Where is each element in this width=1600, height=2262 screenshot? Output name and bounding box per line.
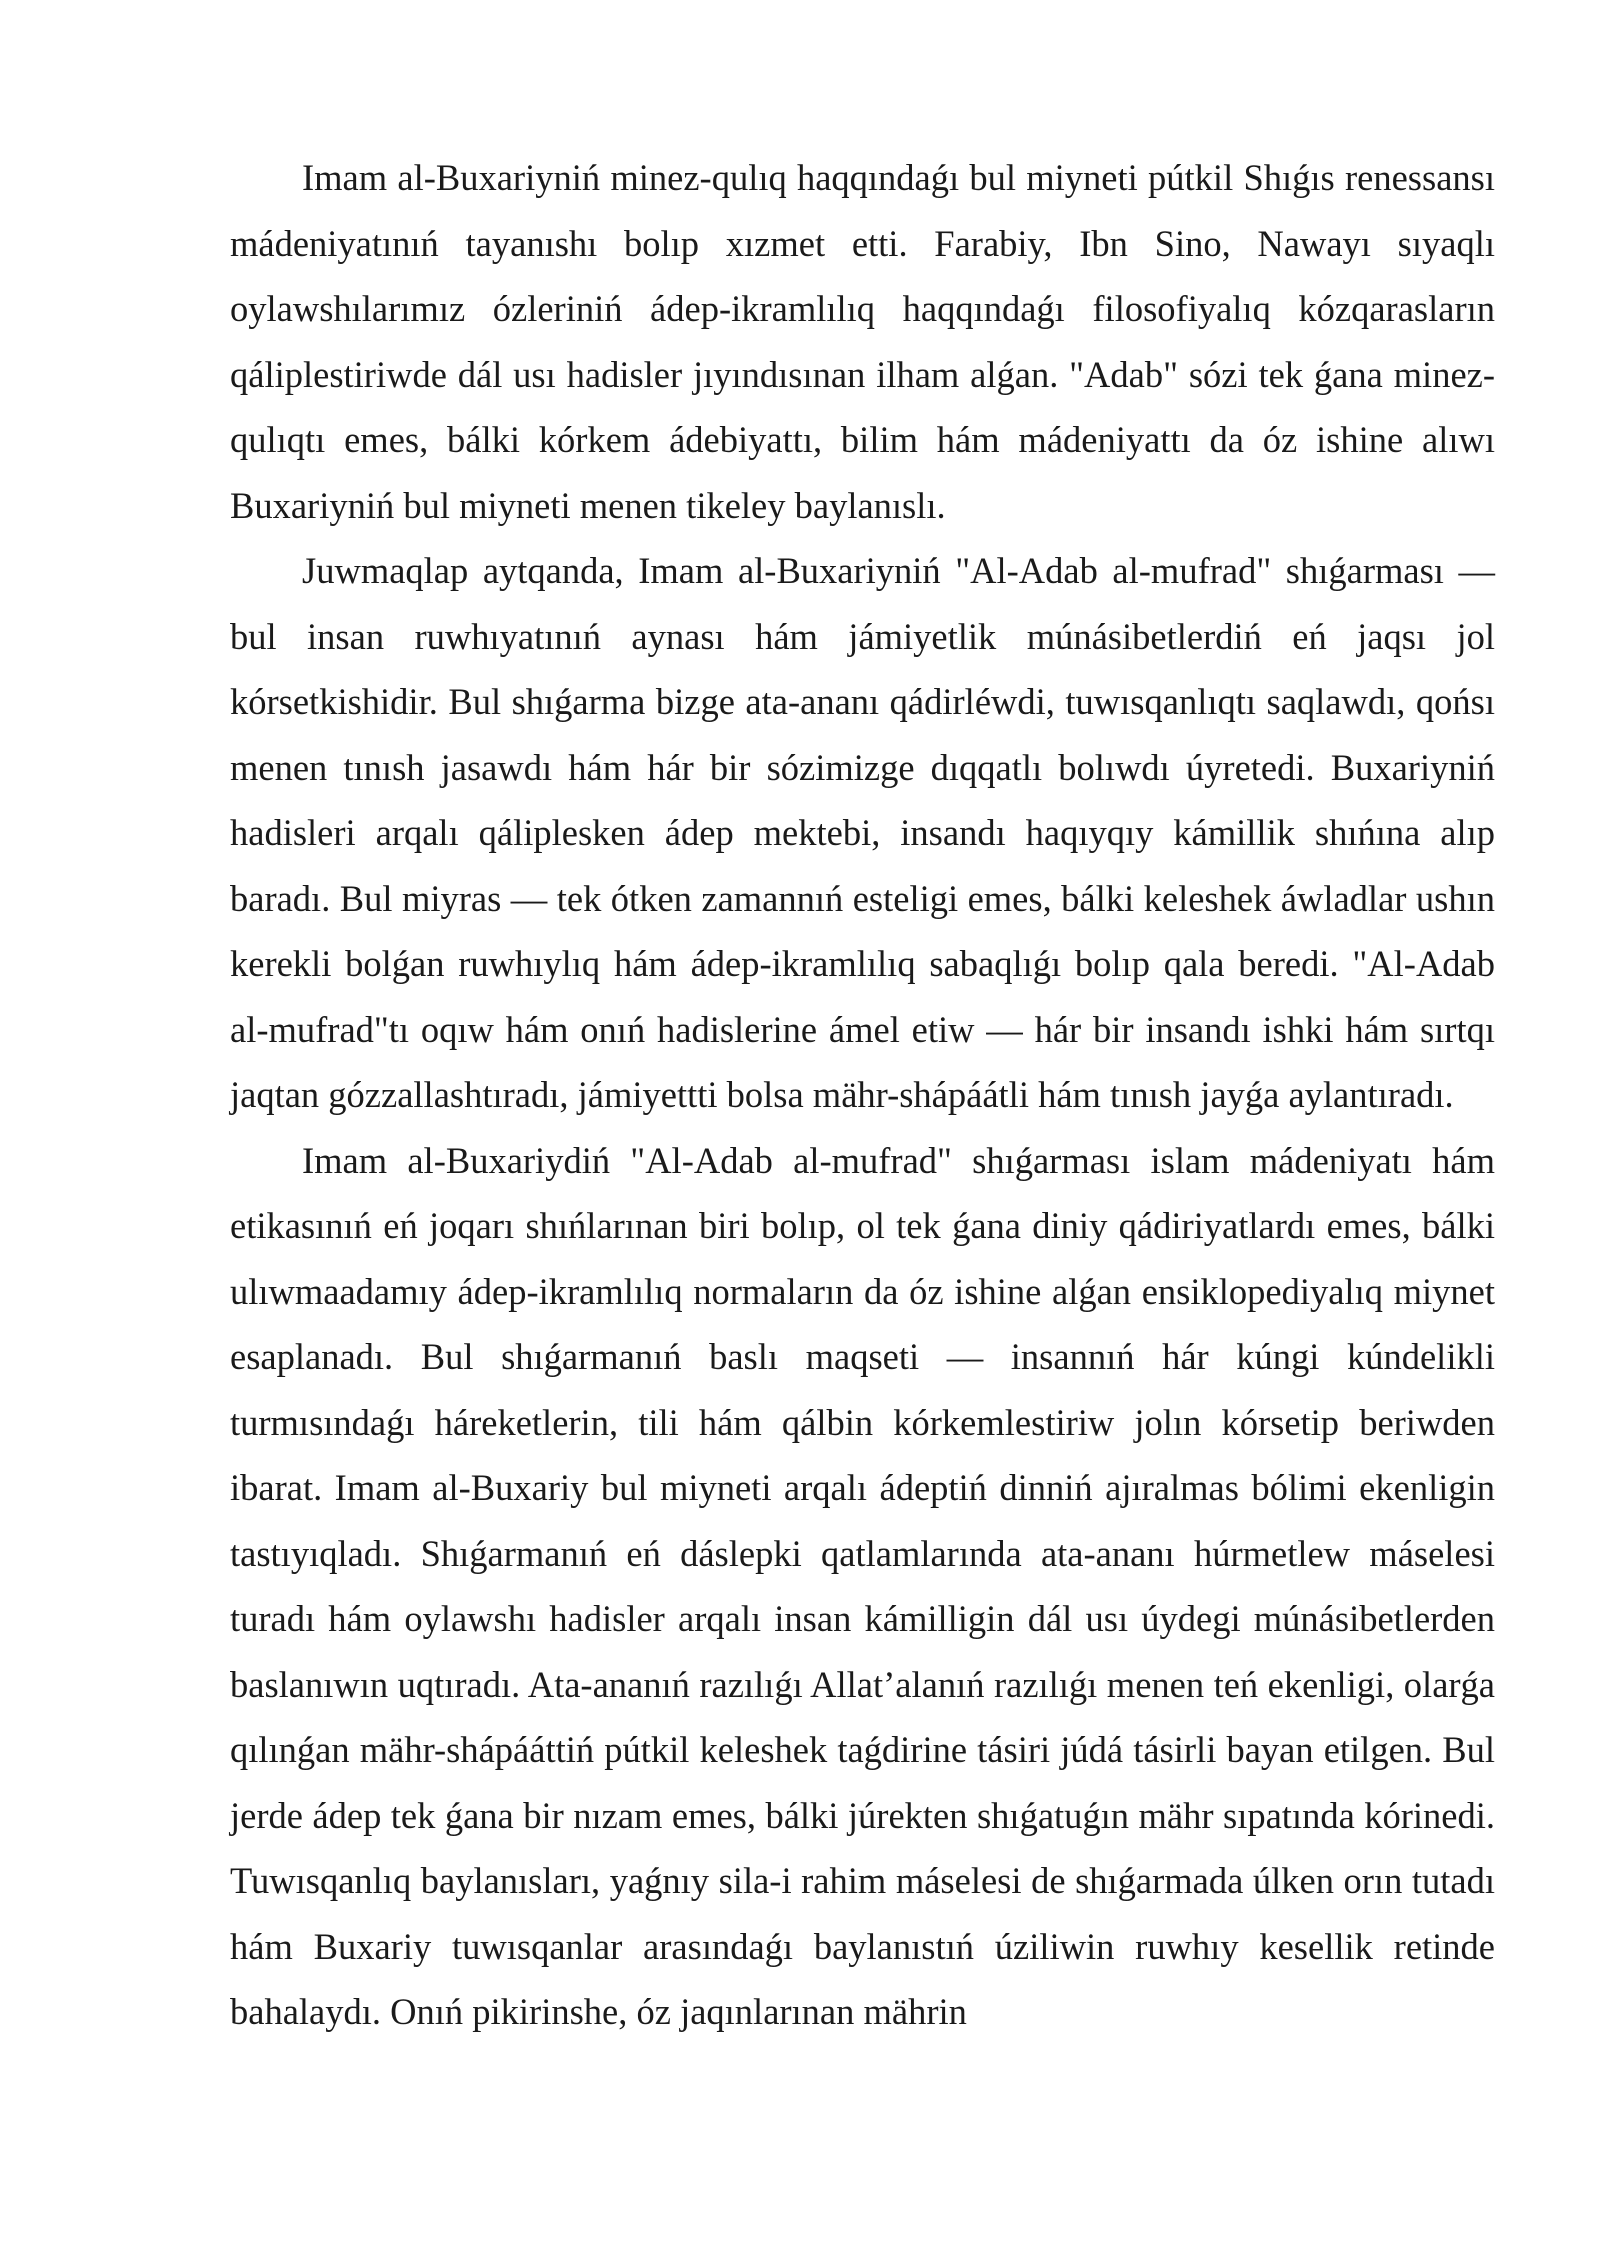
paragraph-3: Imam al-Buxariydiń "Al-Adab al-mufrad" shıǵarması islam mádeniyatı hám etikasınıń eń joqarı shıńlarınan biri bolıp, ol tek ǵana diniy qádiriyatlardı emes, bálki ulıwmaadamıy ádep-ikramlılıq normaların da óz ishine alǵan ensiklopediyalıq miynet esaplanadı. Bul shıǵarmanıń baslı maqseti — insannıń hár kúngi kúndelikli turmısındaǵı háreketlerin, tili hám qálbin kórkemlestiriw jolın kórsetip beriwden ibarat. Imam al-Buxariy bul miyneti arqalı ádeptiń dinniń ajıralmas bólimi ekenligin tastıyıqladı. Shıǵarmanıń eń dáslepki qatlamlarında ata-ananı húrmetlew máselesi turadı hám oylawshı hadisler arqalı insan kámilligin dál usı úydegi múnásibetlerden baslanıwın uqtıradı. Ata-ananıń razılıǵı Allat’alanıń razılıǵı menen teń ekenligi, olarǵa qılınǵan mähr-shápááttiń pútkil keleshek taǵdirine tásiri júdá tásirli bayan etilgen. Bul jerde ádep tek ǵana bir nızam emes, bálki júrekten shıǵatuǵın mähr sıpatında kórinedi. Tuwısqanlıq baylanısları, yaǵnıy sila-i rahim máselesi de shıǵarmada úlken orın tutadı hám Buxariy tuwısqanlar arasındaǵı baylanıstıń úziliwin ruwhıy kesellik retinde bahalaydı. Onıń pikirinshe, óz jaqınlarınan mährin (230, 1139, 1495, 2032)
document-page (230, 145, 1495, 2045)
paragraph-1: Imam al-Buxariyniń minez-qulıq haqqındaǵı bul miyneti pútkil Shıǵıs renessansı mádeniyatınıń tayanıshı bolıp xızmet etti. Farabiy, Ibn Sino, Nawayı sıyaqlı oylawshılarımız ózleriniń ádep-ikramlılıq haqqındaǵı filosofiyalıq kózqarasların qáliplestiriwde dál usı hadisler jıyındısınan ilham alǵan. "Adab" sózi tek ǵana minez-qulıqtı emes, bálki kórkem ádebiyattı, bilim hám mádeniyattı da óz ishine alıwı Buxariyniń bul miyneti menen tikeley baylanıslı. (230, 157, 1495, 526)
paragraph-2: Juwmaqlap aytqanda, Imam al-Buxariyniń "Al-Adab al-mufrad" shıǵarması — bul insan ruwhıyatınıń aynası hám jámiyetlik múnásibetlerdiń eń jaqsı jol kórsetkishidir. Bul shıǵarma bizge ata-ananı qádirléwdi, tuwısqanlıqtı saqlawdı, qońsı menen tınısh jasawdı hám hár bir sózimizge dıqqatlı bolıwdı úyretedi. Buxariyniń hadisleri arqalı qáliplesken ádep mektebi, insandı haqıyqıy kámillik shıńına alıp baradı. Bul miyras — tek ótken zamannıń esteligi emes, bálki keleshek áwladlar ushın kerekli bolǵan ruwhıylıq hám ádep-ikramlılıq sabaqlıǵı bolıp qala beredi. "Al-Adab al-mufrad"tı oqıw hám onıń hadislerine ámel etiw — hár bir insandı ishki hám sırtqı jaqtan gózzallashtıradı, jámiyettti bolsa mähr-shápáátli hám tınısh jayǵa aylantıradı. (230, 550, 1495, 1115)
